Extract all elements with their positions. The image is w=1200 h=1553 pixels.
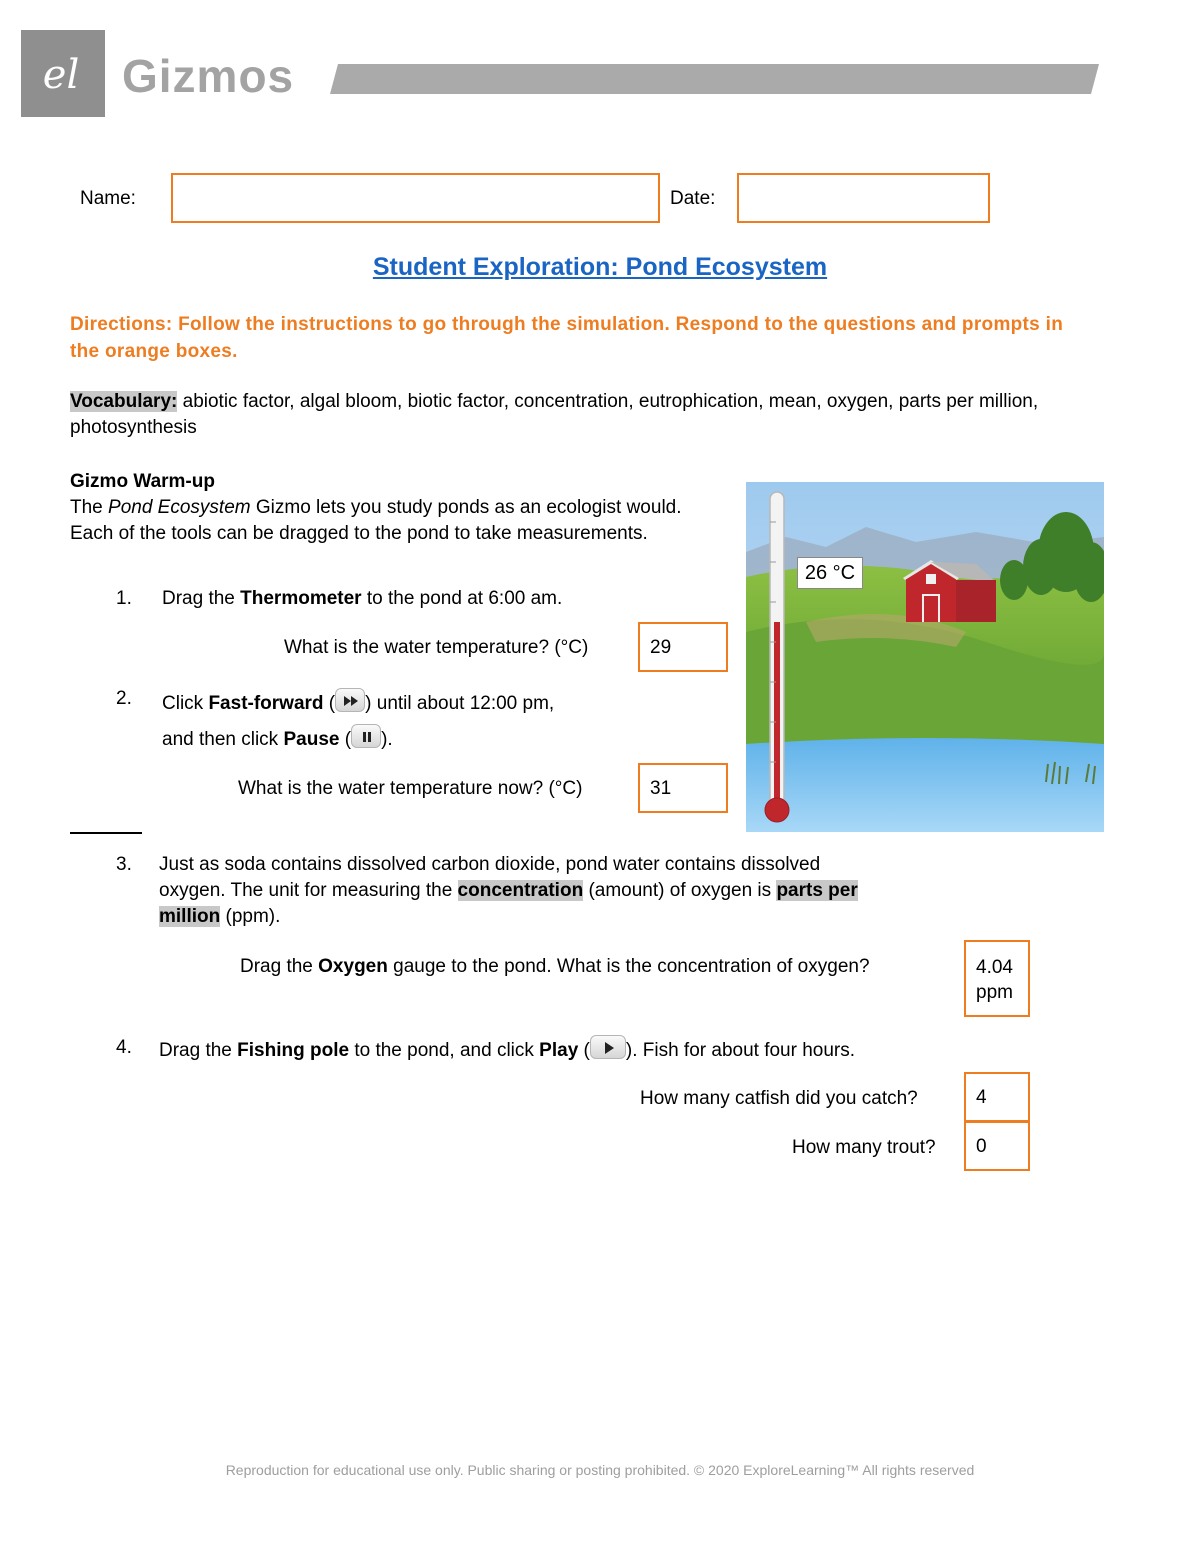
- svg-text:el: el: [42, 52, 80, 98]
- question-3-number: 3.: [116, 854, 132, 875]
- pond-simulation-image: [746, 482, 1104, 832]
- page-title: Student Exploration: Pond Ecosystem: [372, 253, 828, 281]
- vocabulary: [70, 389, 1110, 441]
- question-4-number: 4.: [116, 1037, 132, 1058]
- section-divider: [70, 832, 142, 834]
- question-4-text: Drag the Fishing pole to the pond, and click Play ( ). Fish for about four hours.: [159, 1038, 855, 1064]
- fast-forward-icon: [335, 688, 365, 712]
- question-3-text: Just as soda contains dissolved carbon dioxide, pond water contains dissolved oxygen. The unit for measuring the concentration (amount) of oxygen is parts per million (ppm).: [159, 854, 858, 927]
- question-1-number: 1.: [116, 588, 132, 609]
- copyright-footer: Reproduction for educational use only. Public sharing or posting prohibited. © 2020 ExploreLearning™ All rights reserved: [225, 1462, 975, 1478]
- answer-box-q1[interactable]: 29: [638, 622, 728, 672]
- brand-name: Gizmos: [122, 50, 295, 102]
- question-3-prompt: Drag the Oxygen gauge to the pond. What is the concentration of oxygen?: [240, 956, 870, 977]
- question-1-text: Drag the Thermometer to the pond at 6:00 am.: [162, 588, 563, 609]
- question-4-prompt-trout: How many trout?: [792, 1137, 936, 1158]
- date-label: Date:: [670, 188, 716, 209]
- question-2-prompt: What is the water temperature now? (°C): [238, 778, 583, 799]
- vocabulary-label: Vocabulary:: [70, 391, 178, 412]
- vocabulary-terms: abiotic factor, algal bloom, biotic factor, concentration, eutrophication, mean, oxygen, parts per million, photosynthesis: [70, 391, 1039, 438]
- directions-text: Directions: Follow the instructions to go through the simulation. Respond to the questions and prompts in the orange boxes.: [70, 314, 1064, 362]
- question-4-prompt-catfish: How many catfish did you catch?: [640, 1088, 918, 1109]
- question-1-prompt: What is the water temperature? (°C): [284, 637, 589, 658]
- thermometer-reading: 26 °C: [797, 557, 863, 589]
- warmup-heading: Gizmo Warm-up: [70, 471, 215, 492]
- pause-icon: [351, 724, 381, 748]
- name-field[interactable]: [171, 173, 660, 223]
- question-2-number: 2.: [116, 688, 132, 709]
- date-field[interactable]: [737, 173, 990, 223]
- answer-box-catfish[interactable]: 4: [964, 1072, 1030, 1122]
- explorelearning-logo-icon: [21, 30, 105, 117]
- name-label: Name:: [80, 188, 136, 209]
- play-icon: [590, 1035, 626, 1059]
- question-2-line2: and then click Pause ( ).: [162, 727, 393, 753]
- warmup-intro: The Pond Ecosystem Gizmo lets you study ponds as an ecologist would. Each of the tools can be dragged to the pond to take measurements.: [70, 497, 682, 544]
- question-2-line1: Click Fast-forward ( ) until about 12:00 pm,: [162, 691, 554, 717]
- answer-box-q3[interactable]: 4.04 ppm: [964, 940, 1030, 1017]
- header-bar: [330, 64, 1099, 94]
- answer-box-q2[interactable]: 31: [638, 763, 728, 813]
- answer-box-trout[interactable]: 0: [964, 1121, 1030, 1171]
